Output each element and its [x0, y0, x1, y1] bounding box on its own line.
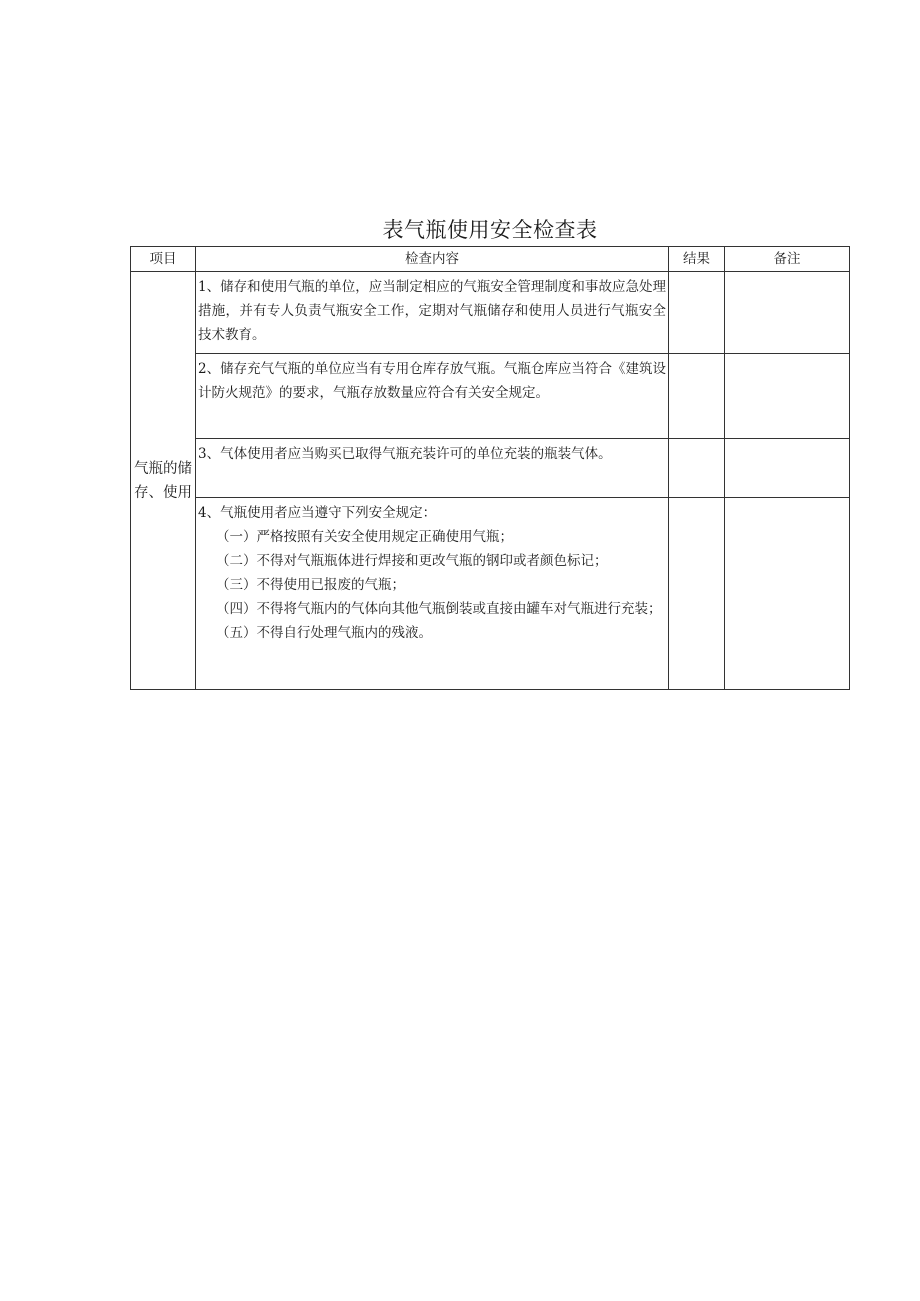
check-item-text: 2、储存充气气瓶的单位应当有专用仓库存放气瓶。气瓶仓库应当符合《建筑设计防火规范》的要求，气瓶存放数量应符合有关安全规定。	[198, 361, 666, 401]
result-cell[interactable]	[669, 439, 725, 498]
table-header-row	[131, 247, 850, 272]
remark-cell[interactable]	[725, 498, 850, 690]
check-item-text: 3、气体使用者应当购买已取得气瓶充装许可的单位充装的瓶装气体。	[198, 446, 612, 462]
content-cell	[196, 439, 669, 498]
sub-item: （一）严格按照有关安全使用规定正确使用气瓶；	[216, 529, 513, 545]
remark-cell[interactable]	[725, 272, 850, 354]
content-cell	[196, 354, 669, 439]
content-cell	[196, 272, 669, 354]
result-cell[interactable]	[669, 498, 725, 690]
table-row	[131, 439, 850, 498]
check-item-text: 1、储存和使用气瓶的单位，应当制定相应的气瓶安全管理制度和事故应急处理措施，并有专人负责气瓶安全工作，定期对气瓶储存和使用人员进行气瓶安全技术教育。	[198, 279, 666, 343]
check-table	[130, 246, 850, 690]
check-item-text: 4、气瓶使用者应当遵守下列安全规定：	[198, 505, 437, 521]
sub-item: （三）不得使用已报废的气瓶；	[216, 577, 405, 593]
content-cell	[196, 498, 669, 690]
table-row	[131, 354, 850, 439]
remark-cell[interactable]	[725, 354, 850, 439]
header-remark: 备注	[725, 247, 850, 272]
header-result: 结果	[669, 247, 725, 272]
page-title: 表气瓶使用安全检查表	[382, 218, 598, 242]
result-cell[interactable]	[669, 272, 725, 354]
sub-item: （五）不得自行处理气瓶内的残液。	[216, 625, 432, 641]
header-content: 检查内容	[196, 247, 669, 272]
result-cell[interactable]	[669, 354, 725, 439]
table-row	[131, 272, 850, 354]
sub-item: （四）不得将气瓶内的气体向其他气瓶倒装或直接由罐车对气瓶进行充装；	[216, 601, 662, 617]
table-row	[131, 498, 850, 690]
remark-cell[interactable]	[725, 439, 850, 498]
category-cell: 气瓶的储存、使用	[131, 272, 196, 690]
header-item: 项目	[131, 247, 196, 272]
sub-item: （二）不得对气瓶瓶体进行焊接和更改气瓶的钢印或者颜色标记；	[216, 553, 608, 569]
